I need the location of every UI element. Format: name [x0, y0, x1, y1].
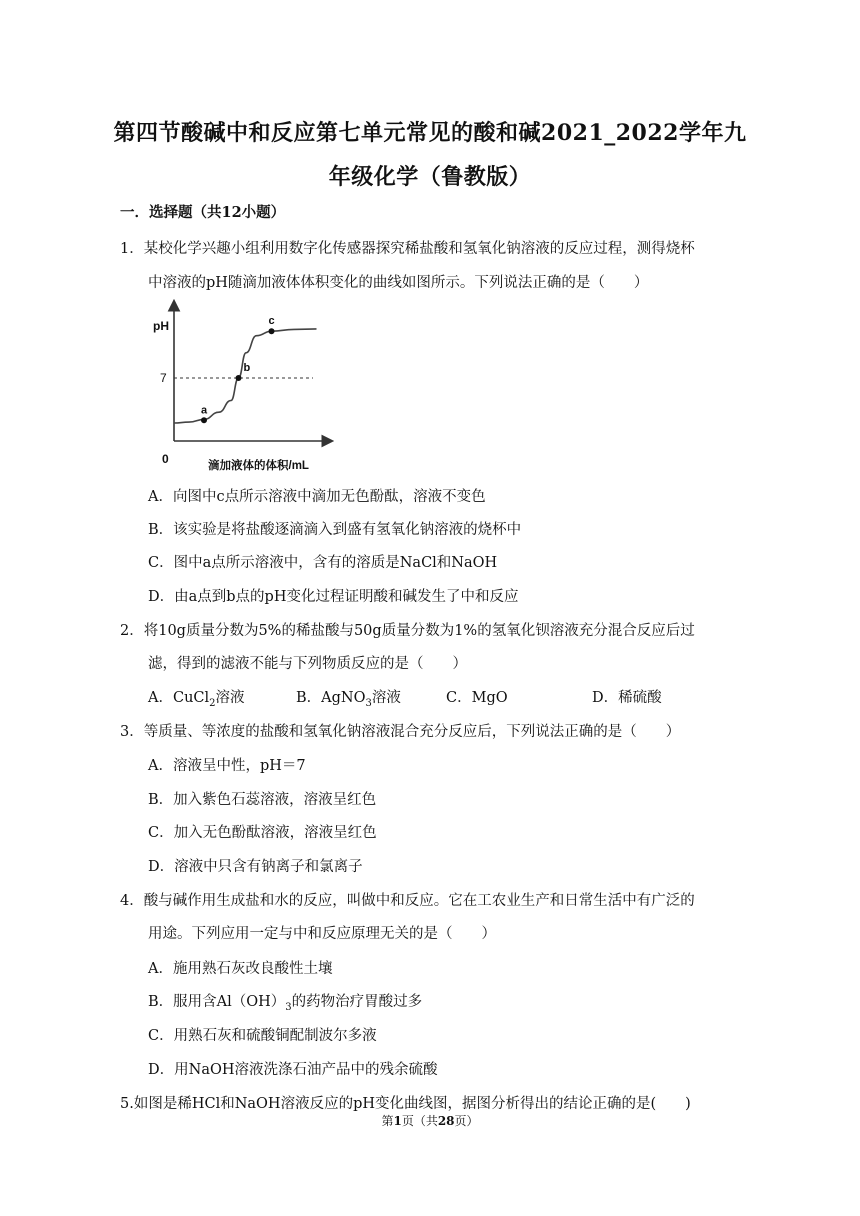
data-point-b [236, 375, 242, 381]
question-4-option-a: A．施用熟石灰改良酸性土壤 [148, 961, 333, 977]
question-1-line2: 中溶液的pH随滴加液体体积变化的曲线如图所示。下列说法正确的是（ ） [148, 275, 649, 291]
question-4-option-d: D．用NaOH溶液洗涤石油产品中的残余硫酸 [148, 1062, 438, 1078]
question-4-line1: 4．酸与碱作用生成盐和水的反应，叫做中和反应。它在工农业生产和日常生活中有广泛的 [120, 893, 695, 909]
question-1-option-a: A．向图中c点所示溶液中滴加无色酚酞，溶液不变色 [148, 489, 486, 505]
question-2-line2: 滤，得到的滤液不能与下列物质反应的是（ ） [148, 656, 467, 672]
question-3-option-c: C．加入无色酚酞溶液，溶液呈红色 [148, 825, 377, 841]
question-2-option-a: A．CuCl$_2$溶液 [148, 690, 245, 709]
data-point-label-c: c [268, 315, 275, 328]
question-1-line1: 1．某校化学兴趣小组利用数字化传感器探究稀盐酸和氢氧化钠溶液的反应过程，测得烧杯 [120, 241, 695, 257]
question-4-option-b: B．服用含$Al(OH)_3$的药物治疗胃酸过多 [148, 994, 423, 1013]
question-3-line1: 3．等质量、等浓度的盐酸和氢氧化钠溶液混合充分反应后，下列说法正确的是（ ） [120, 724, 681, 740]
data-point-label-b: b [243, 362, 251, 374]
question-4-line2: 用途。下列应用一定与中和反应原理无关的是（ ） [148, 926, 496, 942]
question-4-option-c: C．用熟石灰和硫酸铜配制波尔多液 [148, 1028, 377, 1044]
question-1-option-d: D．由a点到b点的pH变化过程证明酸和碱发生了中和反应 [148, 589, 519, 605]
question-2-line1: 2．将10g质量分数为5%的稀盐酸与50g质量分数为1%的氢氧化钡溶液充分混合反应后过 [120, 623, 695, 639]
data-point-c [269, 328, 275, 334]
origin-label: 0 [162, 452, 169, 466]
ph-curve-line [174, 329, 317, 423]
section-heading: 一．选择题（共12小题） [120, 204, 286, 221]
page-footer: 第1页（共28页） [381, 1114, 479, 1128]
data-point-a [201, 417, 207, 423]
question-1-option-c: C．图中a点所示溶液中，含有的溶质是NaCl和NaOH [148, 555, 498, 571]
question-1-option-b: B．该实验是将盐酸逐滴滴入到盛有氢氧化钠溶液的烧杯中 [148, 522, 522, 538]
question-2-options [148, 686, 768, 708]
question-3-option-a: A．溶液呈中性，pH＝7 [148, 758, 306, 774]
question-5-line1: 5.如图是稀HCl和NaOH溶液反应的pH变化曲线图，据图分析得出的结论正确的是( ) [120, 1096, 691, 1112]
document-title-line2: 年级化学（鲁教版） [328, 164, 532, 190]
question-2-option-d: D．稀硫酸 [592, 690, 662, 706]
question-2-option-c: C．MgO [446, 690, 508, 706]
x-axis-label: 滴加液体的体积/mL [208, 460, 309, 472]
question-2-option-b: B．AgNO$_3$溶液 [296, 690, 401, 709]
data-point-label-a: a [201, 404, 208, 417]
y-tick-label: 7 [160, 371, 167, 385]
document-title-line1: 第四节酸碱中和反应第七单元常见的酸和碱2021_2022学年九 [113, 120, 747, 146]
y-axis-label: pH [153, 319, 169, 333]
question-3-option-b: B．加入紫色石蕊溶液，溶液呈红色 [148, 792, 377, 808]
question-3-option-d: D．溶液中只含有钠离子和氯离子 [148, 859, 363, 875]
ph-curve-chart [148, 296, 338, 474]
